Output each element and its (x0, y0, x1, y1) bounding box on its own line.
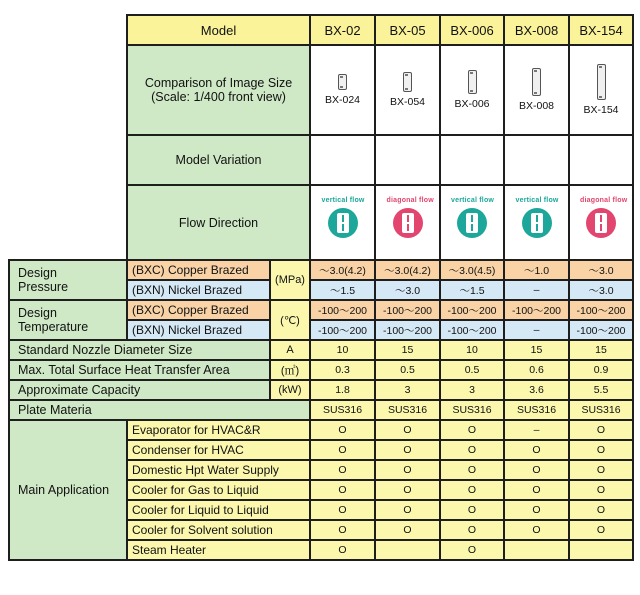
application-name: Cooler for Gas to Liquid (127, 480, 310, 500)
pressure-copper-value: ～3.0(4.2) (375, 260, 440, 280)
nozzle-value: 10 (310, 340, 375, 360)
design-pressure-copper-row (9, 260, 633, 280)
vertical-flow-icon: vertical flow (328, 208, 358, 238)
flow-direction-label: Flow Direction (127, 185, 310, 260)
pressure-nickel-value: ～1.5 (440, 280, 504, 300)
application-mark: O (569, 420, 633, 440)
diagonal-flow-icon: diagonal flow (393, 208, 423, 238)
application-mark: O (310, 420, 375, 440)
application-mark: O (310, 460, 375, 480)
temperature-copper-label: (BXC) Copper Brazed (127, 300, 270, 320)
application-mark: – (504, 420, 569, 440)
plate-image-icon (468, 70, 477, 94)
material-label: Plate Materia (9, 400, 310, 420)
temperature-unit: (℃) (270, 300, 310, 340)
temperature-copper-value: -100～200 (504, 300, 569, 320)
image-row (9, 45, 633, 135)
application-mark (504, 540, 569, 560)
design-temperature-label: Design Temperature (9, 300, 127, 340)
model-header-bx006: BX-006 (440, 15, 504, 45)
model-header-bx154: BX-154 (569, 15, 633, 45)
nozzle-label: Standard Nozzle Diameter Size (9, 340, 270, 360)
pressure-copper-value: ～3.0 (569, 260, 633, 280)
spec-table (8, 14, 634, 561)
diagonal-flow-icon: diagonal flow (586, 208, 616, 238)
area-label: Max. Total Surface Heat Transfer Area (9, 360, 270, 380)
material-value: SUS316 (440, 400, 504, 420)
temperature-nickel-value: -100～200 (440, 320, 504, 340)
plate-image-icon (338, 74, 347, 90)
application-mark: O (440, 460, 504, 480)
nozzle-unit: A (270, 340, 310, 360)
application-mark: O (504, 480, 569, 500)
application-name: Steam Heater (127, 540, 310, 560)
application-mark: O (375, 420, 440, 440)
application-mark: O (569, 460, 633, 480)
application-mark: O (440, 480, 504, 500)
image-cell-bx006 (440, 45, 504, 135)
capacity-value: 1.8 (310, 380, 375, 400)
flow-direction-row (9, 185, 633, 260)
temperature-copper-value: -100～200 (375, 300, 440, 320)
material-value: SUS316 (569, 400, 633, 420)
pressure-nickel-value: ～1.5 (310, 280, 375, 300)
main-application-label: Main Application (9, 420, 127, 560)
image-cell-bx008 (504, 45, 569, 135)
temperature-nickel-value: -100～200 (569, 320, 633, 340)
application-name: Domestic Hpt Water Supply (127, 460, 310, 480)
material-value: SUS316 (310, 400, 375, 420)
flow-cell-bx05 (375, 185, 440, 260)
application-mark: O (504, 500, 569, 520)
application-name: Cooler for Solvent solution (127, 520, 310, 540)
plate-image-icon (597, 64, 606, 100)
capacity-value: 3 (440, 380, 504, 400)
application-mark: O (310, 480, 375, 500)
application-mark: O (569, 500, 633, 520)
area-value: 0.3 (310, 360, 375, 380)
temperature-copper-value: -100～200 (569, 300, 633, 320)
application-mark: O (375, 440, 440, 460)
pressure-nickel-value: ～3.0 (569, 280, 633, 300)
model-variation-row (9, 135, 633, 185)
image-label: BX-006 (454, 98, 490, 110)
application-mark: O (375, 500, 440, 520)
application-mark: O (440, 540, 504, 560)
nozzle-value: 15 (375, 340, 440, 360)
temperature-nickel-value: – (504, 320, 569, 340)
application-row (9, 420, 633, 440)
area-row (9, 360, 633, 380)
vertical-flow-icon: vertical flow (522, 208, 552, 238)
material-row (9, 400, 633, 420)
model-variation-label: Model Variation (127, 135, 310, 185)
pressure-nickel-value: ～3.0 (375, 280, 440, 300)
plate-image-icon (403, 72, 412, 92)
pressure-nickel-label: (BXN) Nickel Brazed (127, 280, 270, 300)
image-label: BX-154 (583, 104, 619, 116)
application-mark: O (375, 460, 440, 480)
area-value: 0.6 (504, 360, 569, 380)
image-cell-bx05 (375, 45, 440, 135)
capacity-row (9, 380, 633, 400)
pressure-copper-value: ～3.0(4.5) (440, 260, 504, 280)
comparison-title-line1: Comparison of Image Size (144, 76, 293, 90)
application-mark (569, 540, 633, 560)
temperature-nickel-label: (BXN) Nickel Brazed (127, 320, 270, 340)
nozzle-value: 15 (569, 340, 633, 360)
capacity-unit: (kW) (270, 380, 310, 400)
capacity-value: 5.5 (569, 380, 633, 400)
application-mark: O (504, 460, 569, 480)
model-header-bx05: BX-05 (375, 15, 440, 45)
material-value: SUS316 (375, 400, 440, 420)
application-mark: O (504, 520, 569, 540)
image-label: BX-008 (519, 100, 555, 112)
nozzle-value: 10 (440, 340, 504, 360)
material-value: SUS316 (504, 400, 569, 420)
application-mark: O (375, 520, 440, 540)
application-mark: O (440, 500, 504, 520)
flow-cell-bx008 (504, 185, 569, 260)
application-name: Evaporator for HVAC&R (127, 420, 310, 440)
header-row (9, 15, 633, 45)
design-pressure-label: Design Pressure (9, 260, 127, 300)
image-cell-bx02 (310, 45, 375, 135)
image-label: BX-054 (390, 96, 426, 108)
application-mark: O (504, 440, 569, 460)
application-mark: O (440, 520, 504, 540)
model-header-bx008: BX-008 (504, 15, 569, 45)
pressure-copper-value: ～3.0(4.2) (310, 260, 375, 280)
flow-cell-bx006 (440, 185, 504, 260)
application-mark: O (310, 500, 375, 520)
area-value: 0.5 (440, 360, 504, 380)
pressure-nickel-value: – (504, 280, 569, 300)
capacity-label: Approximate Capacity (9, 380, 270, 400)
area-unit: (㎡) (270, 360, 310, 380)
temperature-copper-value: -100～200 (310, 300, 375, 320)
flow-cell-bx154 (569, 185, 633, 260)
application-mark: O (310, 440, 375, 460)
application-mark: O (375, 480, 440, 500)
model-header: Model (127, 15, 310, 45)
temperature-copper-value: -100～200 (440, 300, 504, 320)
image-cell-bx154 (569, 45, 633, 135)
capacity-value: 3.6 (504, 380, 569, 400)
nozzle-row (9, 340, 633, 360)
design-temperature-copper-row (9, 300, 633, 320)
area-value: 0.5 (375, 360, 440, 380)
comparison-title-line2: (Scale: 1/400 front view) (151, 90, 286, 104)
image-label: BX-024 (325, 94, 361, 106)
capacity-value: 3 (375, 380, 440, 400)
application-mark: O (569, 520, 633, 540)
application-mark: O (569, 440, 633, 460)
pressure-copper-value: ～1.0 (504, 260, 569, 280)
application-mark: O (310, 520, 375, 540)
application-mark: O (310, 540, 375, 560)
application-name: Cooler for Liquid to Liquid (127, 500, 310, 520)
blank-corner (9, 15, 127, 45)
nozzle-value: 15 (504, 340, 569, 360)
model-header-bx02: BX-02 (310, 15, 375, 45)
application-mark: O (440, 420, 504, 440)
area-value: 0.9 (569, 360, 633, 380)
plate-image-icon (532, 68, 541, 96)
pressure-copper-label: (BXC) Copper Brazed (127, 260, 270, 280)
application-mark (375, 540, 440, 560)
temperature-nickel-value: -100～200 (310, 320, 375, 340)
comparison-title (127, 45, 310, 135)
application-name: Condenser for HVAC (127, 440, 310, 460)
application-mark: O (440, 440, 504, 460)
pressure-unit: (MPa) (270, 260, 310, 300)
application-mark: O (569, 480, 633, 500)
vertical-flow-icon: vertical flow (457, 208, 487, 238)
flow-cell-bx02 (310, 185, 375, 260)
temperature-nickel-value: -100～200 (375, 320, 440, 340)
